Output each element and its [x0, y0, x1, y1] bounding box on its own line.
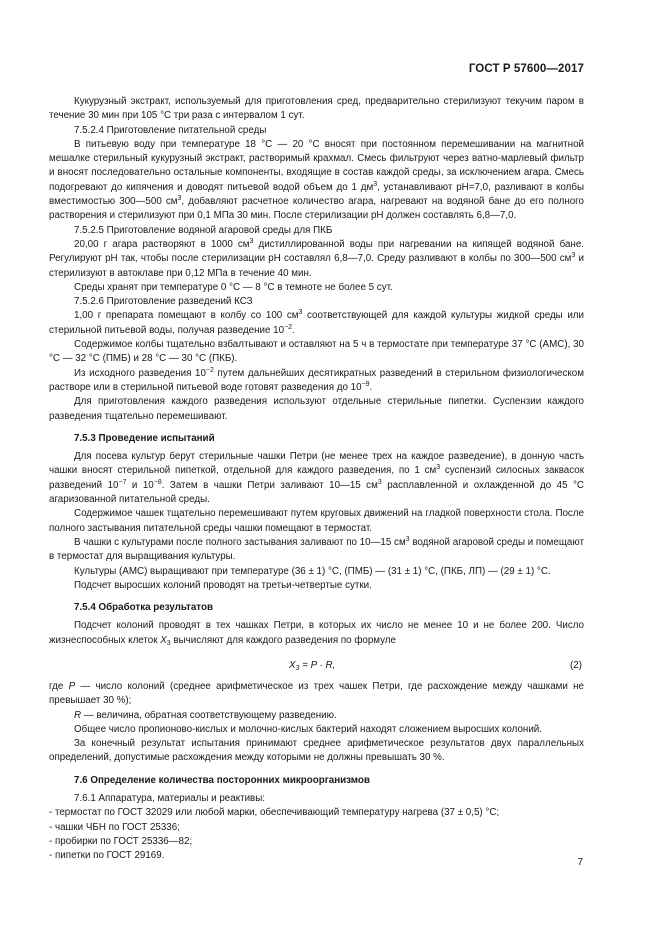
paragraph: 1,00 г препарата помещают в колбу со 100 $см^3$ соответствующей для каждой культуры жидкой среды или стерильной питьевой воды, получая разведение $10^{-2}$. — [49, 309, 584, 336]
formula-legend: R — величина, обратная соответствующему разведению. — [74, 709, 337, 721]
subsection-title: 7.5.2.5 Приготовление водяной агаровой среды для ПКБ — [74, 224, 333, 236]
paragraph: Общее число пропионово-кислых и молочно-кислых бактерий находят сложением выросших колоний. — [74, 723, 542, 735]
section-heading-7-5-4: 7.5.4 Обработка результатов — [74, 602, 213, 614]
subsection-title: 7.5.2.6 Приготовление разведений КСЗ — [74, 296, 253, 308]
document-id-header: ГОСТ Р 57600—2017 — [468, 63, 584, 75]
page-number: 7 — [577, 857, 583, 868]
section-heading-7-5-3: 7.5.3 Проведение испытаний — [74, 432, 215, 444]
list-item: - пробирки по ГОСТ 25336—82; — [49, 835, 193, 847]
subsection-title: 7.6.1 Аппаратура, материалы и реактивы: — [74, 793, 266, 805]
paragraph: Среды хранят при температуре 0 °С — 8 °С в темноте не более 5 сут. — [74, 281, 393, 293]
document-body — [49, 95, 584, 864]
list-item: - пипетки по ГОСТ 29169. — [49, 850, 165, 862]
paragraph: 20,00 г агара растворяют в 1000 $см^3$ дистиллированной воды при нагревании на кипящей водяной бане. Регулируют рН так, чтобы после стерилизации рН составлял 6,8—7,0. Среду разливают в колбы по 300—500 $см^3$ и стерилизуют в автоклаве при 0,12 МПа в течение 40 мин. — [49, 237, 584, 279]
formula — [49, 656, 584, 676]
paragraph: В чашки с культурами после полного застывания заливают по 10—15 $см^3$ водяной агаровой среды и помещают в термостат для выращивания культуры. — [49, 535, 584, 563]
formula-legend: где P — число колоний (среднее арифметическое из трех чашек Петри, где расхождение между чашками не превышает 30 %); — [49, 680, 584, 707]
equipment-list — [49, 806, 584, 863]
paragraph: Кукурузный экстракт, используемый для приготовления сред, предварительно стерилизуют текучим паром в течение 30 мин при 105 °С три раза с интервалом 1 сут. — [49, 96, 584, 122]
list-item: - термостат по ГОСТ 32029 или любой марки, обеспечивающий температуру нагрева (37 ± 0,5) °С; — [49, 807, 500, 819]
section-heading-7-6: 7.6 Определение количества посторонних микроорганизмов — [74, 774, 370, 786]
paragraph: Подсчет колоний проводят в тех чашках Петри, в которых их число не менее 10 и не более 200. Число жизнеспособных клеток $X_3$ вычисляют для каждого разведения по формуле — [49, 620, 584, 647]
paragraph: В питьевую воду при температуре 18 °С — 20 °С вносят при постоянном перемешивании на магнитной мешалке стерильный кукурузный экстракт, растворимый крахмал. Смесь фильтруют через ватно-марлевый фильтр и вносят последовательно остальные компоненты, входящие в состав каждой среды, за исключением агара. Смесь подогревают до кипячения и доводят питьевой водой объем до 1 $дм^3$, устанавливают рН=7,0, разливают в колбы вместимостью 300—500 $см^3$, добавляют расчетное количество агара, нагревают на водяной бане до его полного растворения и стерилизуют при 0,1 МПа 30 мин. После стерилизации рН должен составлять 6,8—7,0. — [49, 138, 584, 222]
paragraph: Из исходного разведения $10^{-2}$ путем дальнейших десятикратных разведений в стерильном физиологическом растворе или в стерильной питьевой воде готовят разведения до $10^{-9}$. — [49, 366, 584, 393]
subsection-title: 7.5.2.4 Приготовление питательной среды — [74, 124, 267, 136]
list-item: - чашки ЧБН по ГОСТ 25336; — [49, 821, 180, 833]
paragraph: Содержимое колбы тщательно взбалтывают и оставляют на 5 ч в термостате при температуре 37 °С (АМС), 30 °С — 32 °С (ПМБ) и 28 °С — 30 °С (ПКБ). — [49, 339, 584, 365]
paragraph: Подсчет выросших колоний проводят на третьи-четвертые сутки. — [74, 579, 372, 591]
paragraph: Культуры (АМС) выращивают при температуре (36 ± 1) °С, (ПМБ) — (31 ± 1) °С, (ПКБ, ЛП) — (29 ± 1) °С. — [74, 565, 551, 577]
formula-expression: $X_3 = P \cdot R$, — [289, 659, 336, 672]
paragraph: Для посева культур берут стерильные чашки Петри (не менее трех на каждое разведение), в донную часть чашки вносят стерильной пипеткой, отдельной для каждого разведения, по 1 $см^3$ суспензий силосных заквасок разведений $10^{-7}$ и $10^{-8}$. Затем в чашки Петри заливают 10—15 $см^3$ расплавленной и охлажденной до 45 °С агаризованной питательной среды. — [49, 451, 585, 506]
paragraph: Для приготовления каждого разведения используют отдельные стерильные пипетки. Суспензии каждого разведения тщательно перемешивают. — [49, 396, 584, 422]
paragraph: За конечный результат испытания принимают среднее арифметическое результатов двух параллельных определений, допустимые расхождения между которыми не должны превышать 30 %. — [49, 738, 584, 764]
paragraph: Содержимое чашек тщательно перемешивают путем круговых движений на гладкой поверхности стола. После полного застывания питательной среды чашки помещают в термостат. — [49, 508, 584, 534]
formula-number: (2) — [570, 659, 582, 671]
